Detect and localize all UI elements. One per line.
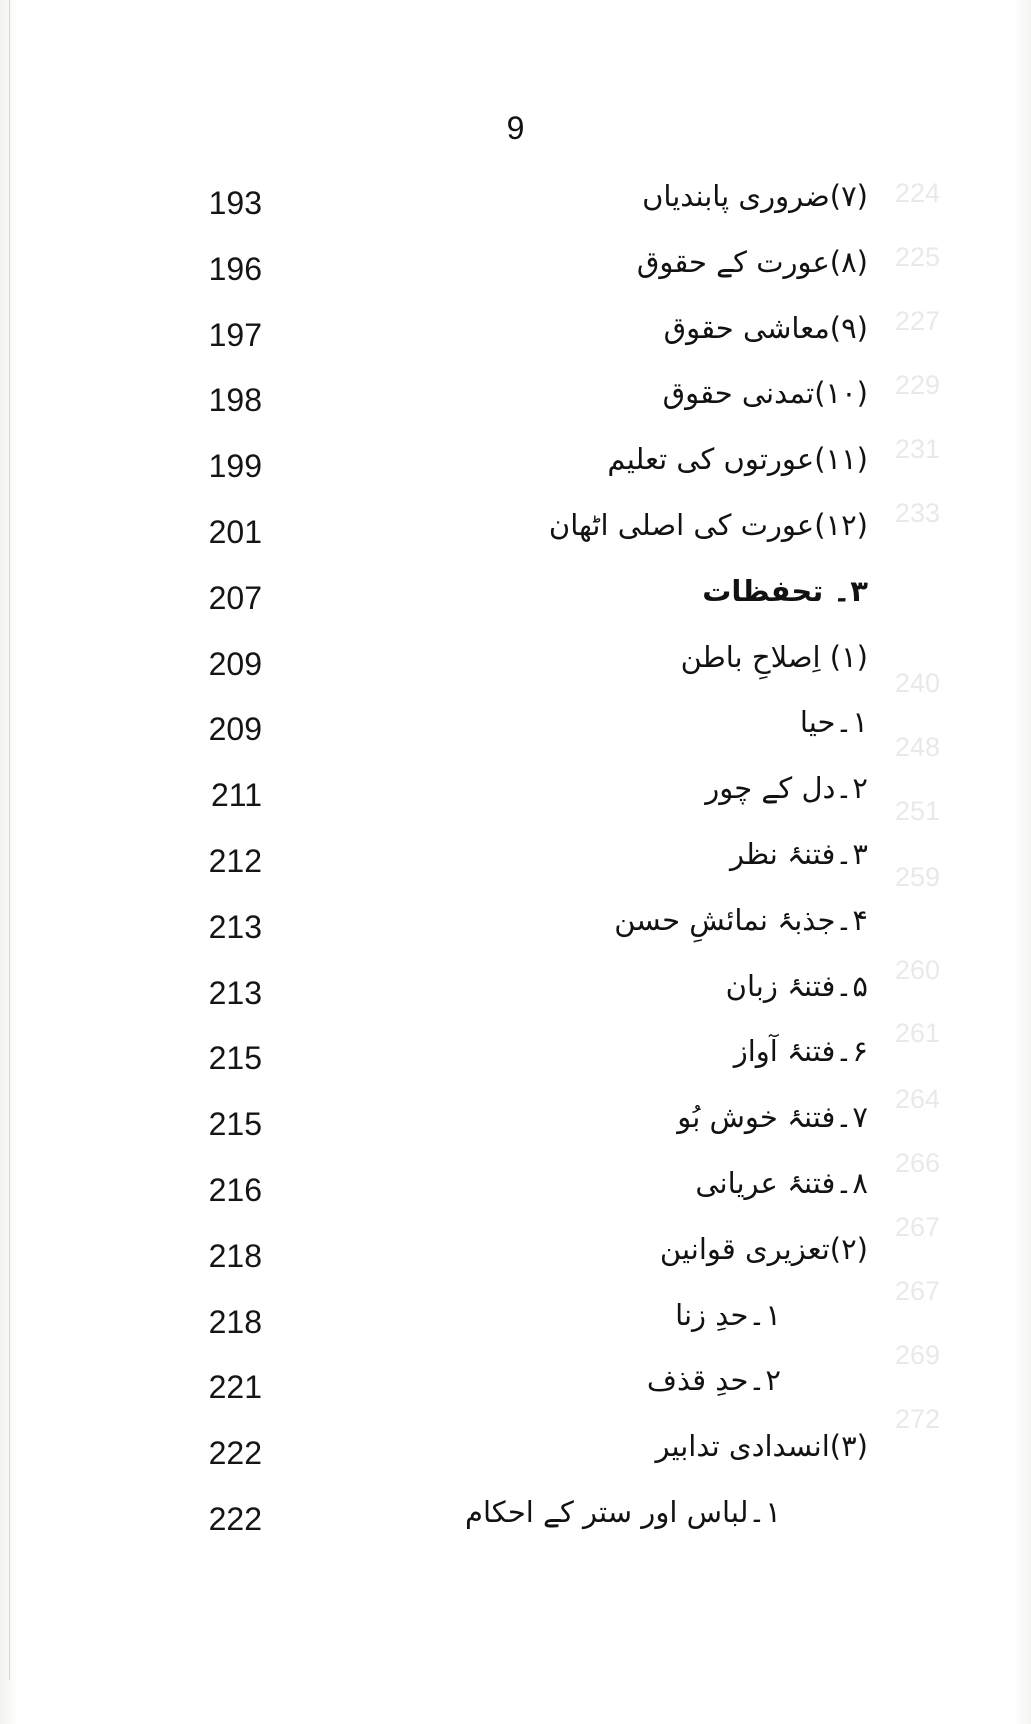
toc-title: (۲)تعزیری قوانین [659, 1231, 868, 1266]
bleed-through-number: 266 [895, 1148, 941, 1178]
toc-subentry [0, 1359, 1031, 1425]
toc-subentry [0, 965, 1031, 1031]
toc-section-heading [0, 570, 1031, 636]
bleed-through-number: 251 [895, 796, 941, 826]
toc-page-number: 207 [208, 579, 262, 616]
bleed-through-number: 225 [895, 242, 941, 272]
toc-page-number: 211 [210, 777, 262, 814]
toc-title: ۳۔ تحفظات [702, 573, 868, 608]
toc-entry [0, 307, 1031, 373]
toc-title: (۹)معاشی حقوق [663, 310, 868, 345]
toc-page-number: 221 [208, 1369, 262, 1406]
toc-entry [0, 636, 1031, 702]
toc-page-number: 215 [208, 1106, 262, 1143]
bleed-through-number: 264 [895, 1084, 941, 1114]
toc-subentry [0, 1162, 1031, 1228]
toc-subentry [0, 767, 1031, 833]
toc-page-number: 213 [208, 974, 262, 1011]
toc-page-number: 193 [208, 185, 262, 221]
toc-title: (۸)عورت کے حقوق [636, 244, 868, 279]
bleed-through-number: 229 [895, 370, 941, 400]
toc-page-number: 218 [208, 1237, 262, 1274]
bleed-through-number: 248 [895, 732, 941, 762]
toc-page-number: 218 [208, 1303, 262, 1340]
toc-page-number: 215 [208, 1040, 262, 1077]
toc-title: (۱۱)عورتوں کی تعلیم [607, 442, 868, 477]
toc-entry [0, 504, 1031, 570]
toc-subentry [0, 1096, 1031, 1162]
toc-title: (۳)انسدادی تدابیر [655, 1429, 868, 1464]
toc-entry [0, 438, 1031, 504]
bleed-through-number: 224 [895, 178, 941, 208]
toc-title: ۵۔فتنۂ زبان [725, 968, 868, 1003]
toc-subentry [0, 1030, 1031, 1096]
bleed-through-number: 269 [895, 1340, 941, 1370]
toc-title: ۲۔دل کے چور [705, 771, 868, 806]
toc-page-number: 209 [208, 645, 262, 682]
bleed-through-number: 227 [895, 306, 941, 336]
toc-subentry [0, 899, 1031, 965]
toc-page-number: 201 [208, 513, 262, 550]
toc-entry [0, 241, 1031, 307]
bleed-through-number: 233 [895, 498, 941, 528]
toc-entry [0, 1228, 1031, 1294]
toc-page-number: 222 [208, 1435, 262, 1472]
toc-title: ۱۔حدِ زنا [675, 1297, 781, 1332]
toc-entry [0, 372, 1031, 438]
toc-title: (۱۰)تمدنی حقوق [662, 376, 868, 411]
toc-page-number: 197 [208, 316, 262, 353]
page-number: 9 [506, 110, 525, 146]
toc-page-number: 212 [208, 842, 262, 879]
toc-title: ۳۔فتنۂ نظر [729, 836, 868, 871]
bleed-through-number: 267 [895, 1212, 941, 1242]
toc-page-number: 209 [208, 711, 262, 748]
bleed-through-number: 231 [895, 434, 941, 464]
toc-subentry [0, 701, 1031, 767]
bleed-through-number: 260 [895, 955, 941, 985]
bleed-through-number: 259 [895, 862, 941, 892]
toc-title: ۱۔حیا [799, 705, 868, 740]
toc-page-number: 196 [208, 250, 262, 287]
toc-subentry [0, 833, 1031, 899]
toc-entry [0, 175, 1031, 241]
toc-title: ۷۔فتنۂ خوش بُو [677, 1100, 868, 1135]
toc-page-number: 222 [208, 1500, 262, 1537]
toc-title: ۴۔جذبۂ نمائشِ حسن [614, 902, 868, 937]
toc-title: ۸۔فتنۂ عریانی [695, 1165, 868, 1200]
toc-title: (۱) اِصلاحِ باطن [680, 639, 868, 674]
toc-title: (۷)ضروری پابندیاں [642, 179, 868, 213]
toc-page-number: 216 [208, 1171, 262, 1208]
toc-subentry [0, 1491, 1031, 1557]
bleed-through-number: 267 [895, 1276, 941, 1306]
toc-title: ۲۔حدِ قذف [646, 1363, 781, 1398]
toc-page-number: 213 [208, 908, 262, 945]
toc-title: (۱۲)عورت کی اصلی اٹھان [548, 507, 868, 542]
toc-page-number: 199 [208, 448, 262, 485]
bleed-through-number: 240 [895, 668, 941, 698]
bleed-through-number: 261 [895, 1018, 941, 1048]
table-of-contents [0, 175, 1031, 1557]
toc-subentry [0, 1294, 1031, 1360]
toc-title: ۱۔لباس اور ستر کے احکام [465, 1494, 781, 1529]
toc-page-number: 198 [208, 382, 262, 419]
bleed-through-number: 272 [895, 1404, 941, 1434]
toc-title: ۶۔فتنۂ آواز [733, 1034, 868, 1069]
toc-entry [0, 1425, 1031, 1491]
